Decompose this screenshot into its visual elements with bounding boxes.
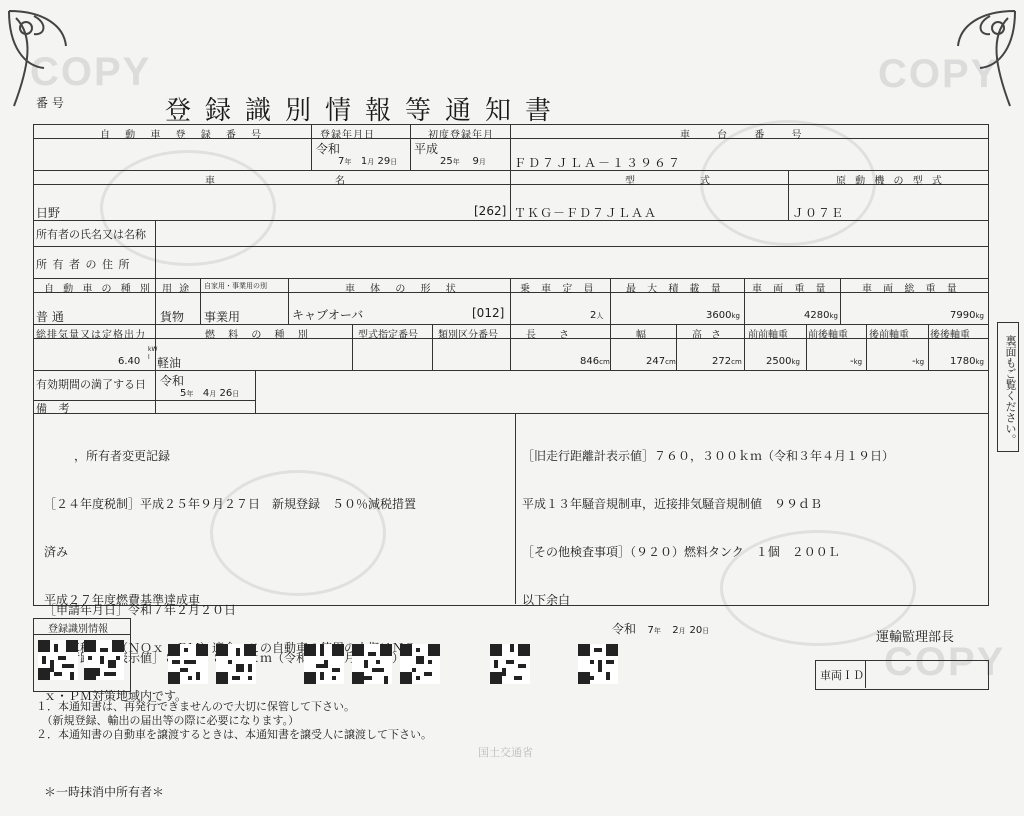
footer-note-3: ２．本通知書の自動車を譲渡するときは、本通知書を譲受人に譲渡して下さい。 xyxy=(36,728,432,741)
qr-code xyxy=(168,644,208,684)
vehicle-weight-value: 4280kg xyxy=(804,310,838,321)
displacement-unit: kW l xyxy=(148,346,158,361)
model-designation-header: 型式指定番号 xyxy=(358,330,418,341)
remarks-label: 備 考 xyxy=(36,402,74,415)
engine-model: Ｊ０７Ｅ xyxy=(792,206,845,220)
expiry-label: 有効期間の満了する日 xyxy=(36,378,146,391)
capacity-value: 2人 xyxy=(590,310,604,321)
vehicle-name: 日野 xyxy=(36,206,61,220)
height-value: 272cm xyxy=(712,356,742,367)
rear-front-axle-value: -kg xyxy=(912,356,925,367)
length-header: 長 さ xyxy=(526,330,580,341)
capacity-header: 乗 車 定 員 xyxy=(520,284,598,295)
expiry-era: 令和 xyxy=(160,374,185,388)
fuel-type-value: 軽油 xyxy=(157,356,182,370)
ministry-seal: 国土交通省 xyxy=(478,746,533,759)
vehicle-name-header-1: 車 xyxy=(205,176,221,187)
owner-address-label: 所 有 者 の 住 所 xyxy=(36,258,131,271)
rear-front-axle-header: 後前軸重 xyxy=(869,330,909,341)
use-header: 用 途 xyxy=(162,284,192,295)
registration-era: 令和 xyxy=(316,142,341,156)
gross-weight-value: 7990kg xyxy=(950,310,984,321)
height-header: 高 さ xyxy=(692,330,725,341)
registration-info-label: 登録識別情報 xyxy=(48,624,108,635)
chassis-number: ＦＤ７ＪＬＡ－１３９６７ xyxy=(514,156,683,170)
front-rear-axle-value: -kg xyxy=(850,356,863,367)
class-number-header: 類別区分番号 xyxy=(438,330,498,341)
copy-watermark: COPY xyxy=(878,52,1000,96)
qr-code xyxy=(216,644,256,684)
remarks-left: ，所有者変更記録 ［２４年度税制］平成２５年９月２７日 新規登録 ５０％減税措置 済み 平成２７年度燃費基準達成車 ｘ・ＰＭ対策地域内です。 ＊一時抹消中所有者＊ xyxy=(44,449,417,799)
rear-rear-axle-value: 1780kg xyxy=(950,356,984,367)
displacement-value: 6.40 xyxy=(118,356,141,367)
use-value: 貨物 xyxy=(160,310,185,324)
vehicle-kind-header: 自 動 車 の 種 別 xyxy=(44,284,153,295)
owner-name-label: 所有者の氏名又は名称 xyxy=(36,228,146,241)
issue-date: 令和 7年 2月 20日 xyxy=(612,622,710,636)
engine-model-header: 原 動 機 の 型 式 xyxy=(836,176,945,187)
length-value: 846cm xyxy=(580,356,610,367)
chassis-number-header: 車 台 番 号 xyxy=(680,130,814,141)
first-registration-era: 平成 xyxy=(414,142,439,156)
body-shape-code: [012] xyxy=(472,306,505,320)
registration-date: 7年 1月 29日 xyxy=(338,156,398,167)
footer-note-2: （新規登録、輸出の届出等の際に必要になります。） xyxy=(36,714,300,727)
expiry-date: 5年 4月 26日 xyxy=(180,388,240,399)
vehicle-weight-header: 車 両 重 量 xyxy=(752,284,830,295)
first-registration-header: 初度登録年月 xyxy=(428,130,494,141)
max-load-value: 3600kg xyxy=(706,310,740,321)
corner-ornament-right xyxy=(950,6,1020,116)
rear-rear-axle-header: 後後軸重 xyxy=(930,330,970,341)
issuing-authority: 運輸監理部長 xyxy=(876,630,955,645)
gross-weight-header: 車 両 総 重 量 xyxy=(862,284,961,295)
width-header: 幅 xyxy=(636,330,652,341)
vehicle-name-header-2: 名 xyxy=(335,176,351,187)
side-note: 裏面もご覧ください。 xyxy=(997,322,1019,452)
qr-code xyxy=(352,644,392,684)
qr-code xyxy=(84,640,124,680)
remarks-left-bottom: ［申請年月日］令和７年２月２０日 xyxy=(44,603,237,617)
registration-date-header: 登録年月日 xyxy=(320,130,375,141)
body-shape-value: キャブオーバ xyxy=(292,308,364,322)
qr-code xyxy=(38,640,78,680)
front-front-axle-value: 2500kg xyxy=(766,356,800,367)
qr-code xyxy=(304,644,344,684)
body-shape-header: 車 体 の 形 状 xyxy=(345,284,462,295)
vehicle-id-label: 車両ＩＤ xyxy=(820,669,864,682)
max-load-header: 最 大 積 載 量 xyxy=(626,284,725,295)
vehicle-kind: 普 通 xyxy=(36,310,64,324)
remarks-right: ［旧走行距離計表示値］７６０，３００ｋｍ（令和３年４月１９日） 平成１３年騒音規制車，近接排気騒音規制値 ９９ｄＢ ［その他検査事項］（９２０）燃料タンク １個 ２００Ｌ 以下余白 xyxy=(522,449,895,607)
front-rear-axle-header: 前後軸重 xyxy=(808,330,848,341)
copy-watermark: COPY xyxy=(30,50,152,94)
model-type-header-2: 式 xyxy=(700,176,716,187)
qr-code xyxy=(400,644,440,684)
fuel-type-header: 燃 料 の 種 別 xyxy=(205,330,313,341)
qr-code xyxy=(490,644,530,684)
model-type: ＴＫＧ－ＦＤ７ＪＬＡＡ xyxy=(514,206,658,220)
page-title: 登録識別情報等通知書 xyxy=(165,96,566,126)
business-use-header: 自家用・事業用の別 xyxy=(204,282,267,290)
business-use-value: 事業用 xyxy=(204,310,241,324)
first-registration-date: 25年 9月 xyxy=(440,156,486,167)
registration-number-header: 自 動 車 登 録 番 号 xyxy=(100,130,268,141)
displacement-header: 総排気量又は定格出力 xyxy=(36,330,146,341)
model-type-header-1: 型 xyxy=(625,176,641,187)
number-label: 番 号 xyxy=(36,96,64,110)
front-front-axle-header: 前前軸重 xyxy=(748,330,788,341)
width-value: 247cm xyxy=(646,356,676,367)
copy-watermark: COPY xyxy=(884,640,1006,684)
vehicle-name-code: [262] xyxy=(474,204,507,218)
footer-note-1: １．本通知書は、再発行できませんので大切に保管して下さい。 xyxy=(36,700,355,713)
qr-code xyxy=(578,644,618,684)
